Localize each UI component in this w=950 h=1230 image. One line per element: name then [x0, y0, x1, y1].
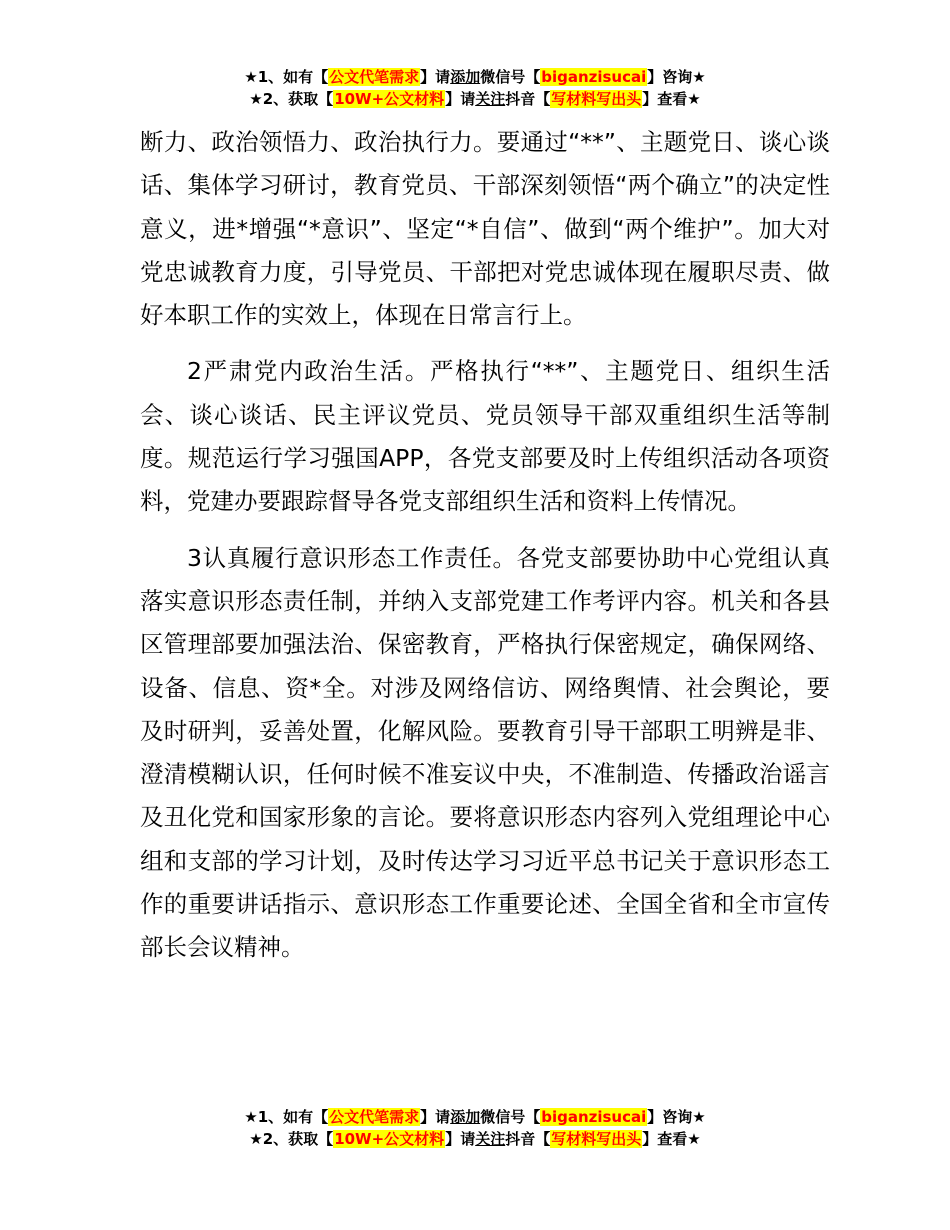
paragraph-party-life: 2严肃党内政治生活。严格执行“**”、主题党日、组织生活会、谈心谈话、民主评议党员、党员领导干部双重组织生活等制度。规范运行学习强国APP，各党支部要及时上传组织活动各项资料，党建办要跟踪督导各党支部组织生活和资料上传情况。	[140, 357, 830, 516]
banner-highlight: 10W+公文材料	[334, 1130, 445, 1148]
banner-underlined-text: 添加	[450, 1108, 481, 1126]
paragraph-ideology: 3认真履行意识形态工作责任。各党支部要协助中心党组认真落实意识形态责任制，并纳入支部党建工作考评内容。机关和各县区管理部要加强法治、保密教育，严格执行保密规定，确保网络、设备、信息、资*全。对涉及网络信访、网络舆情、社会舆论，要及时研判，妥善处置，化解风险。要教育引导干部职工明辨是非、澄清模糊认识，任何时候不准妄议中央，不准制造、传播政治谣言及丑化党和国家形象的言论。要将意识形态内容列入党组理论中心组和支部的学习计划，及时传达学习习近平总书记关于意识形态工作的重要讲话指示、意识形态工作重要论述、全国全省和全市宣传部长会议精神。	[140, 543, 830, 962]
banner-line-2	[0, 88, 950, 110]
banner-text: 】请	[420, 68, 451, 86]
banner-line-2	[0, 1128, 950, 1150]
banner-text: 微信号【	[480, 1108, 541, 1126]
bottom-ad-banner	[0, 1106, 950, 1150]
banner-text: 】查看★	[642, 90, 701, 108]
banner-highlight: 公文代笔需求	[329, 68, 420, 86]
paragraph-continuation: 断力、政治领悟力、政治执行力。要通过“**”、主题党日、谈心谈话、集体学习研讨，教育党员、干部深刻领悟“两个确立”的决定性意义，进*增强“*意识”、坚定“*自信”、做到“两个维护”。加大对党忠诚教育力度，引导党员、干部把对党忠诚体现在履职尽责、做好本职工作的实效上，体现在日常言行上。	[140, 128, 830, 330]
banner-text: 】请	[420, 1108, 451, 1126]
banner-line-1	[0, 1106, 950, 1128]
banner-text: 抖音【	[505, 1130, 551, 1148]
banner-wechat-id: biganzisucai	[541, 1108, 647, 1126]
banner-text: ★2、获取【	[249, 90, 334, 108]
banner-line-1	[0, 66, 950, 88]
banner-underlined-text: 添加	[450, 68, 481, 86]
banner-text: ★2、获取【	[249, 1130, 334, 1148]
banner-text: 】咨询★	[647, 68, 706, 86]
banner-text: ★1、如有【	[244, 68, 329, 86]
banner-text: 抖音【	[505, 90, 551, 108]
banner-wechat-id: biganzisucai	[541, 68, 647, 86]
banner-text: 】查看★	[642, 1130, 701, 1148]
banner-text: ★1、如有【	[244, 1108, 329, 1126]
banner-douyin-id: 写材料写出头	[551, 1130, 642, 1148]
document-body	[140, 121, 830, 970]
banner-underlined-text: 关注	[475, 90, 506, 108]
banner-underlined-text: 关注	[475, 1130, 506, 1148]
banner-text: 微信号【	[480, 68, 541, 86]
banner-text: 】请	[445, 90, 476, 108]
banner-douyin-id: 写材料写出头	[551, 90, 642, 108]
banner-highlight: 公文代笔需求	[329, 1108, 420, 1126]
banner-text: 】咨询★	[647, 1108, 706, 1126]
top-ad-banner	[0, 66, 950, 110]
banner-text: 】请	[445, 1130, 476, 1148]
banner-highlight: 10W+公文材料	[334, 90, 445, 108]
